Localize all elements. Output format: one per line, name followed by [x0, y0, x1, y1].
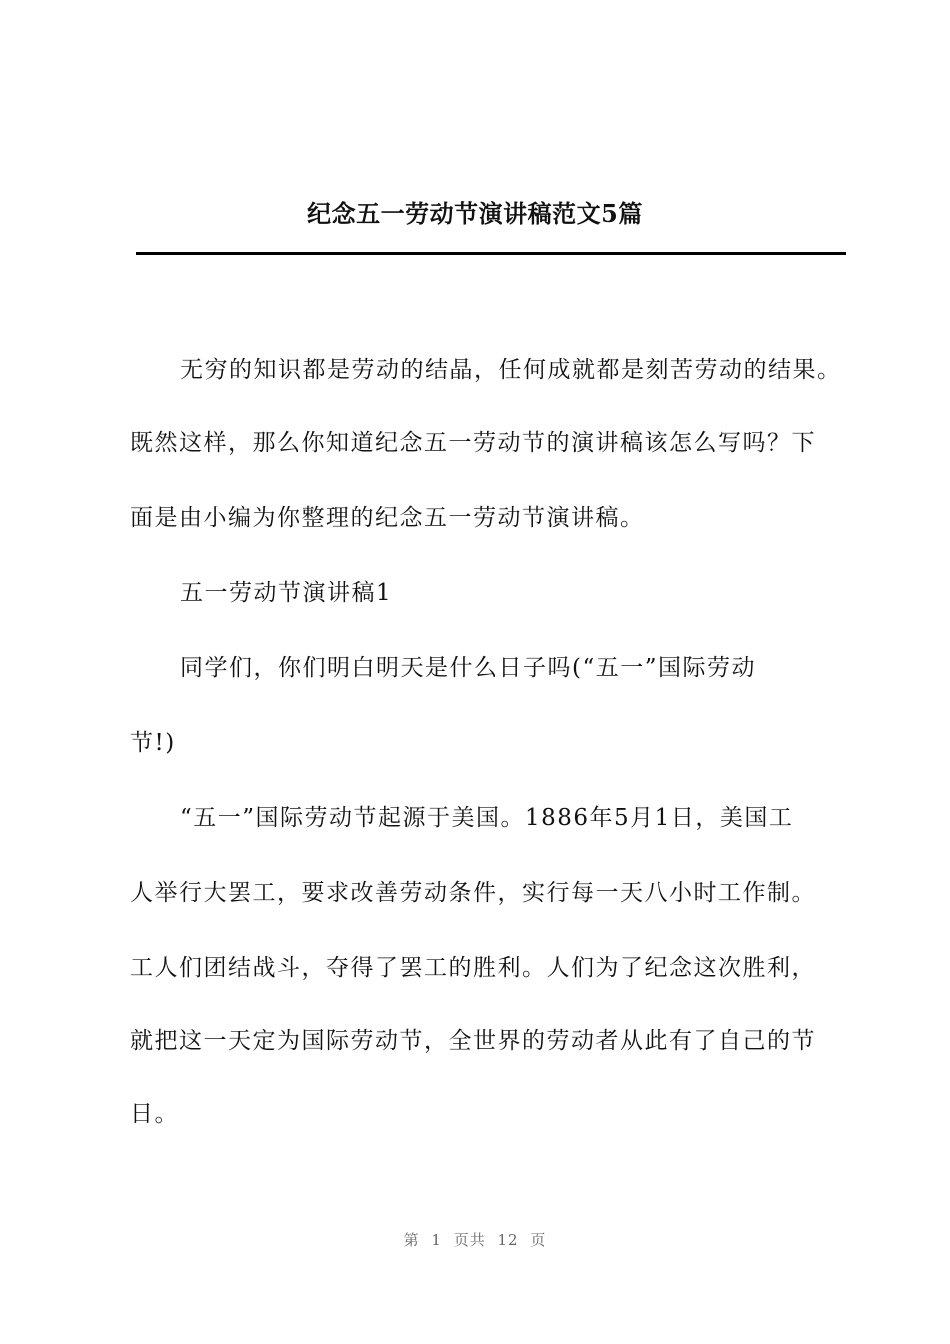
body-line: 面是由小编为你整理的纪念五一劳动节演讲稿。	[130, 505, 645, 531]
title-underline	[136, 252, 846, 255]
body-line: 就把这一天定为国际劳动节，全世界的劳动者从此有了自己的节	[130, 1028, 816, 1054]
body-line: 工人们团结战斗，夺得了罢工的胜利。人们为了纪念这次胜利，	[130, 955, 816, 981]
document-title: 纪念五一劳动节演讲稿范文5篇	[307, 199, 643, 228]
page-number-footer: 第 1 页共 12 页	[403, 1231, 547, 1249]
body-line: 日。	[130, 1101, 179, 1127]
body-line: 无穷的知识都是劳动的结晶，任何成就都是刻苦劳动的结果。	[180, 357, 842, 383]
body-line: “五一”国际劳动节起源于美国。1886年5月1日，美国工	[180, 805, 794, 831]
body-line: 节!)	[130, 730, 176, 756]
body-line: 既然这样，那么你知道纪念五一劳动节的演讲稿该怎么写吗？下	[130, 430, 816, 456]
body-line: 同学们，你们明白明天是什么日子吗(“五一”国际劳动	[180, 655, 756, 681]
section-heading: 五一劳动节演讲稿1	[180, 580, 393, 606]
body-line: 人举行大罢工，要求改善劳动条件，实行每一天八小时工作制。	[130, 880, 816, 906]
